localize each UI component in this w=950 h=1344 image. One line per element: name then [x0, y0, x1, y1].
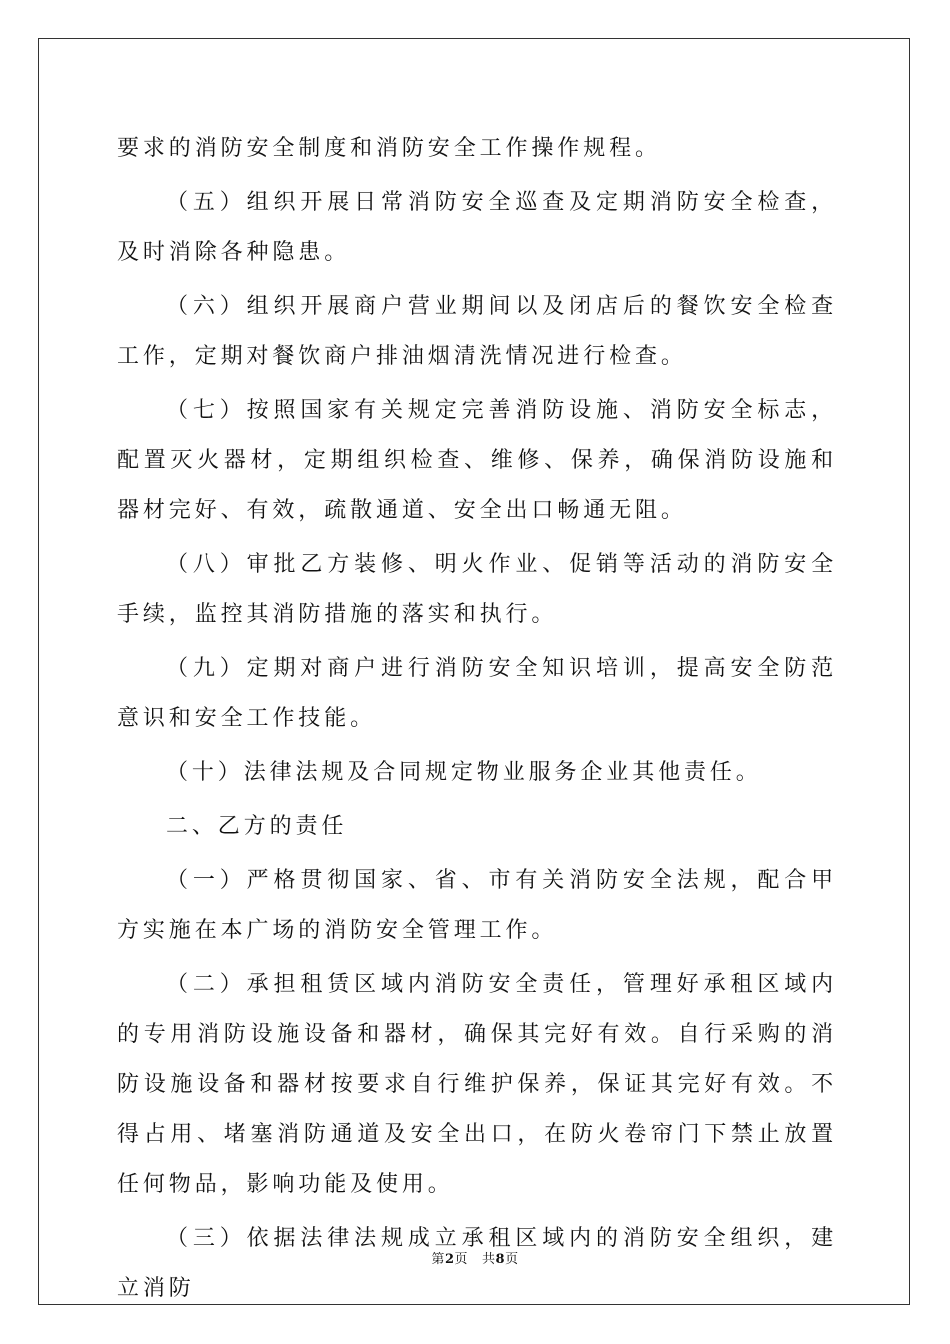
paragraph-item-5: （五）组织开展日常消防安全巡查及定期消防安全检查，及时消除各种隐患。	[117, 190, 837, 265]
document-body	[117, 124, 837, 1318]
paragraph-b-item-1: （一）严格贯彻国家、省、市有关消防安全法规，配合甲方实施在本广场的消防安全管理工作。	[117, 868, 837, 943]
footer-page-unit: 页	[454, 1252, 468, 1267]
paragraph-b-item-3: （三）依据法律法规成立承租区域内的消防安全组织，建立消防	[117, 1226, 837, 1301]
footer-total-unit: 页	[505, 1252, 519, 1267]
page-footer	[0, 1248, 950, 1267]
paragraph-item-9: （九）定期对商户进行消防安全知识培训，提高安全防范意识和安全工作技能。	[117, 656, 837, 731]
footer-page-current: 2	[444, 1252, 455, 1267]
paragraph-item-10: （十）法律法规及合同规定物业服务企业其他责任。	[166, 760, 762, 785]
footer-total-prefix: 共	[482, 1252, 496, 1267]
paragraph-b-item-2: （二）承担租赁区域内消防安全责任，管理好承租区域内的专用消防设施设备和器材，确保其完好有效。自行采购的消防设施设备和器材按要求自行维护保养，保证其完好有效。不得占用、堵塞消防通道及安全出口，在防火卷帘门下禁止放置任何物品，影响功能及使用。	[117, 972, 837, 1197]
paragraph-item-7: （七）按照国家有关规定完善消防设施、消防安全标志，配置灭火器材，定期组织检查、维修、保养，确保消防设施和器材完好、有效，疏散通道、安全出口畅通无阻。	[117, 398, 837, 523]
paragraph-item-8: （八）审批乙方装修、明火作业、促销等活动的消防安全手续，监控其消防措施的落实和执行。	[117, 552, 837, 627]
paragraph-item-6: （六）组织开展商户营业期间以及闭店后的餐饮安全检查工作，定期对餐饮商户排油烟清洗情况进行检查。	[117, 294, 837, 369]
footer-page-prefix: 第	[431, 1252, 445, 1267]
footer-page-total: 8	[495, 1252, 506, 1267]
section-heading-party-b: 二、乙方的责任	[166, 814, 348, 839]
paragraph-continuation: 要求的消防安全制度和消防安全工作操作规程。	[117, 136, 661, 161]
